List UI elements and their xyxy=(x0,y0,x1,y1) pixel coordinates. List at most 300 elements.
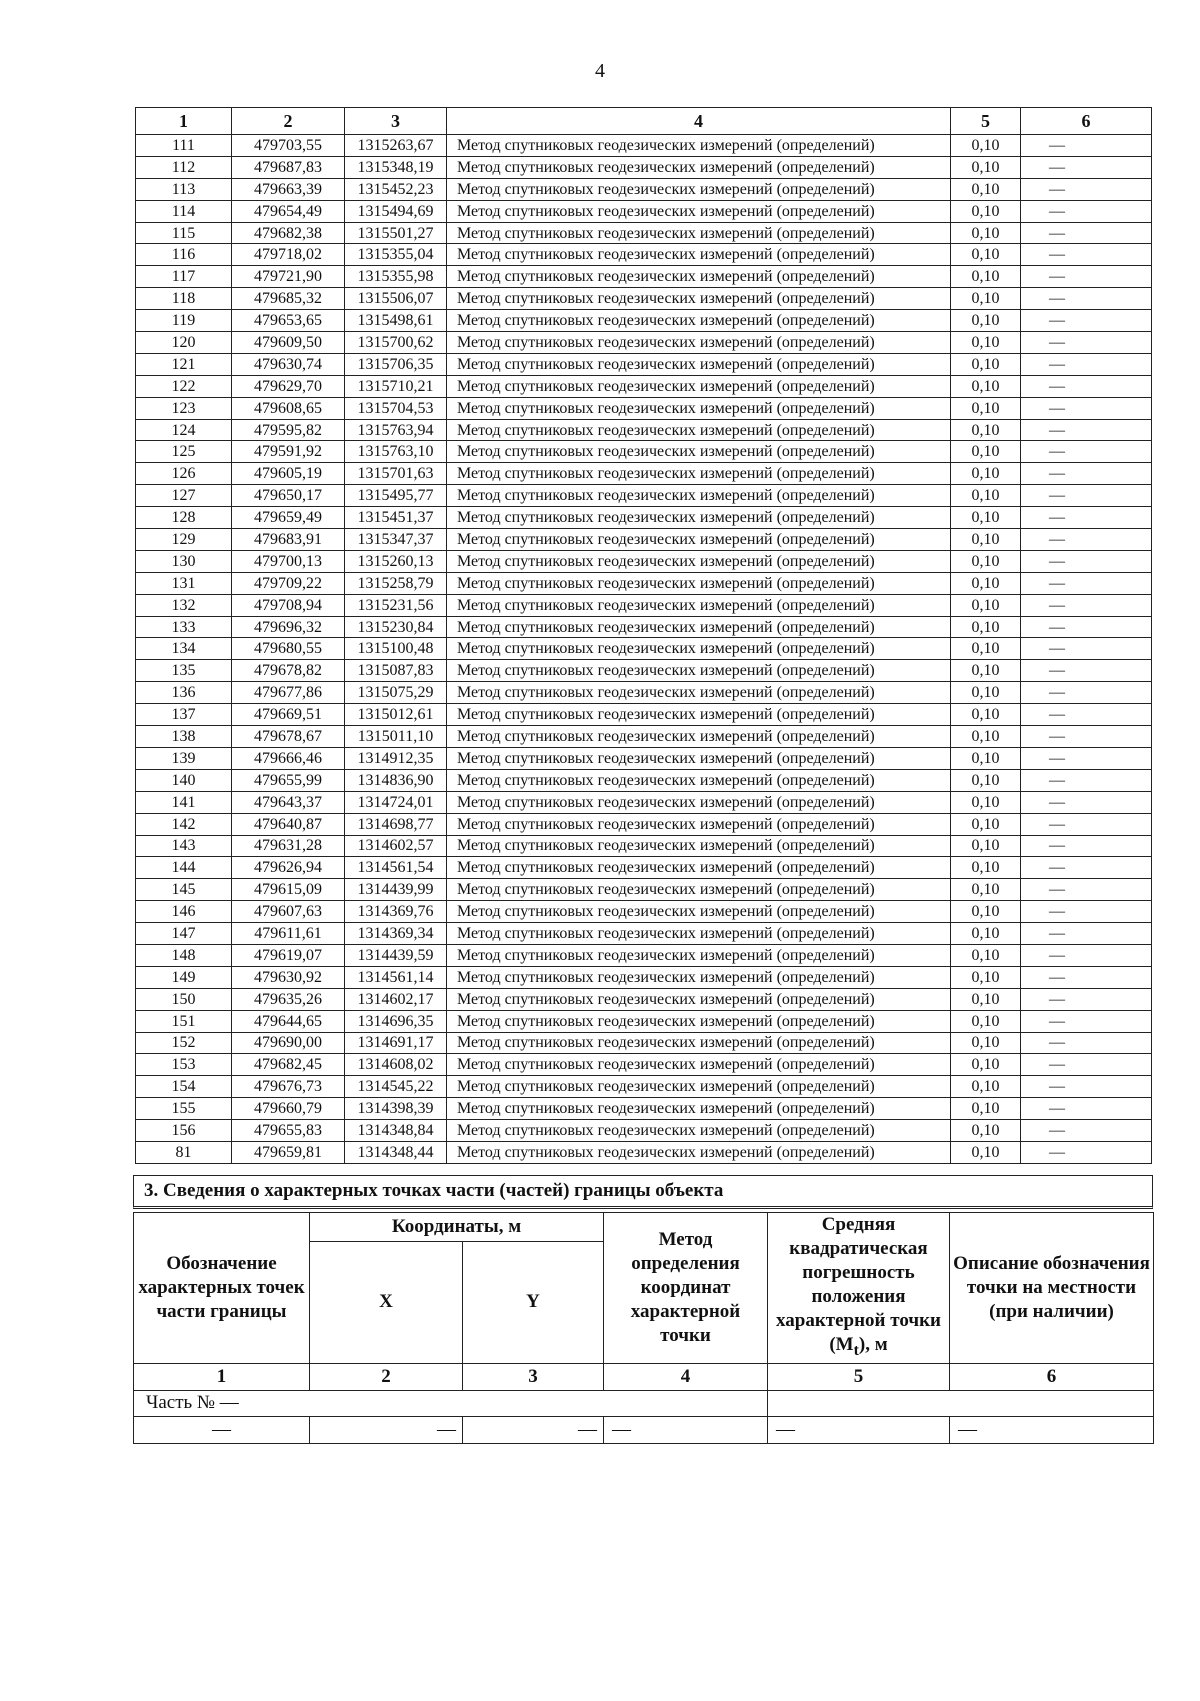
description-cell: — xyxy=(1021,726,1152,748)
coord-y-cell: 1314369,34 xyxy=(345,923,447,945)
method-cell: Метод спутниковых геодезических измерений (определений) xyxy=(447,222,951,244)
description-cell: — xyxy=(1021,156,1152,178)
table-row xyxy=(136,1032,1152,1054)
coord-y-cell: 1315348,19 xyxy=(345,156,447,178)
table-row xyxy=(136,616,1152,638)
coord-y-cell: 1314608,02 xyxy=(345,1054,447,1076)
description-cell: — xyxy=(1021,638,1152,660)
point-number-cell: 131 xyxy=(136,572,232,594)
accuracy-cell: 0,10 xyxy=(951,572,1021,594)
method-cell: Метод спутниковых геодезических измерений (определений) xyxy=(447,463,951,485)
section-3-title: 3. Сведения о характерных точках части (частей) границы объекта xyxy=(133,1175,1153,1209)
coord-x-cell: 479663,39 xyxy=(232,178,345,200)
coord-x-cell: 479605,19 xyxy=(232,463,345,485)
coord-x-cell: 479690,00 xyxy=(232,1032,345,1054)
accuracy-cell: 0,10 xyxy=(951,747,1021,769)
coord-y-cell: 1314439,99 xyxy=(345,879,447,901)
description-cell: — xyxy=(1021,835,1152,857)
table-row xyxy=(136,310,1152,332)
table-row xyxy=(136,704,1152,726)
column-number: 6 xyxy=(1021,108,1152,135)
coord-y-cell: 1314561,54 xyxy=(345,857,447,879)
coord-x-cell: 479591,92 xyxy=(232,441,345,463)
point-number-cell: 138 xyxy=(136,726,232,748)
description-cell: — xyxy=(1021,769,1152,791)
method-cell: Метод спутниковых геодезических измерений (определений) xyxy=(447,747,951,769)
accuracy-cell: 0,10 xyxy=(951,156,1021,178)
point-number-cell: 116 xyxy=(136,244,232,266)
point-number-cell: 114 xyxy=(136,200,232,222)
dash-cell: — xyxy=(463,1416,604,1443)
method-cell: Метод спутниковых геодезических измерений (определений) xyxy=(447,200,951,222)
accuracy-cell: 0,10 xyxy=(951,288,1021,310)
table-row xyxy=(136,244,1152,266)
coord-x-cell: 479609,50 xyxy=(232,332,345,354)
accuracy-cell: 0,10 xyxy=(951,244,1021,266)
accuracy-cell: 0,10 xyxy=(951,594,1021,616)
coord-x-cell: 479615,09 xyxy=(232,879,345,901)
point-number-cell: 119 xyxy=(136,310,232,332)
method-cell: Метод спутниковых геодезических измерений (определений) xyxy=(447,288,951,310)
table-row xyxy=(136,288,1152,310)
point-number-cell: 148 xyxy=(136,944,232,966)
description-cell: — xyxy=(1021,266,1152,288)
table-row xyxy=(136,682,1152,704)
point-number-cell: 127 xyxy=(136,485,232,507)
point-number-cell: 152 xyxy=(136,1032,232,1054)
accuracy-cell: 0,10 xyxy=(951,222,1021,244)
coord-y-cell: 1315506,07 xyxy=(345,288,447,310)
coord-y-cell: 1315501,27 xyxy=(345,222,447,244)
coord-x-cell: 479607,63 xyxy=(232,901,345,923)
description-cell: — xyxy=(1021,944,1152,966)
description-cell: — xyxy=(1021,857,1152,879)
accuracy-cell: 0,10 xyxy=(951,507,1021,529)
method-cell: Метод спутниковых геодезических измерений (определений) xyxy=(447,988,951,1010)
coord-y-cell: 1315498,61 xyxy=(345,310,447,332)
description-cell: — xyxy=(1021,397,1152,419)
accuracy-cell: 0,10 xyxy=(951,944,1021,966)
point-number-cell: 134 xyxy=(136,638,232,660)
coord-y-cell: 1314912,35 xyxy=(345,747,447,769)
method-cell: Метод спутниковых геодезических измерений (определений) xyxy=(447,966,951,988)
coord-x-cell: 479682,45 xyxy=(232,1054,345,1076)
table-row xyxy=(136,835,1152,857)
column-number: 3 xyxy=(345,108,447,135)
table-row xyxy=(136,419,1152,441)
description-cell: — xyxy=(1021,901,1152,923)
table-row xyxy=(136,726,1152,748)
coord-y-cell: 1315763,10 xyxy=(345,441,447,463)
coord-y-cell: 1315452,23 xyxy=(345,178,447,200)
accuracy-cell: 0,10 xyxy=(951,682,1021,704)
coord-y-cell: 1315710,21 xyxy=(345,375,447,397)
coord-x-cell: 479666,46 xyxy=(232,747,345,769)
description-cell: — xyxy=(1021,1076,1152,1098)
method-cell: Метод спутниковых геодезических измерений (определений) xyxy=(447,550,951,572)
description-cell: — xyxy=(1021,550,1152,572)
accuracy-cell: 0,10 xyxy=(951,857,1021,879)
coord-y-cell: 1315494,69 xyxy=(345,200,447,222)
method-cell: Метод спутниковых геодезических измерений (определений) xyxy=(447,857,951,879)
header-y: Y xyxy=(463,1242,604,1364)
coord-x-cell: 479630,74 xyxy=(232,353,345,375)
method-cell: Метод спутниковых геодезических измерений (определений) xyxy=(447,1076,951,1098)
coord-x-cell: 479685,32 xyxy=(232,288,345,310)
coord-y-cell: 1315355,04 xyxy=(345,244,447,266)
accuracy-cell: 0,10 xyxy=(951,1141,1021,1163)
coord-x-cell: 479655,83 xyxy=(232,1120,345,1142)
table-row xyxy=(136,156,1152,178)
accuracy-cell: 0,10 xyxy=(951,441,1021,463)
point-number-cell: 118 xyxy=(136,288,232,310)
accuracy-cell: 0,10 xyxy=(951,353,1021,375)
accuracy-cell: 0,10 xyxy=(951,813,1021,835)
accuracy-cell: 0,10 xyxy=(951,332,1021,354)
description-cell: — xyxy=(1021,485,1152,507)
boundary-points-table xyxy=(135,107,1152,1164)
description-cell: — xyxy=(1021,682,1152,704)
description-cell: — xyxy=(1021,1010,1152,1032)
description-cell: — xyxy=(1021,879,1152,901)
point-number-cell: 136 xyxy=(136,682,232,704)
method-cell: Метод спутниковых геодезических измерений (определений) xyxy=(447,266,951,288)
coord-y-cell: 1315700,62 xyxy=(345,332,447,354)
description-cell: — xyxy=(1021,200,1152,222)
table-row xyxy=(136,1098,1152,1120)
coord-x-cell: 479680,55 xyxy=(232,638,345,660)
table-row xyxy=(136,638,1152,660)
coord-x-cell: 479650,17 xyxy=(232,485,345,507)
point-number-cell: 146 xyxy=(136,901,232,923)
coord-x-cell: 479708,94 xyxy=(232,594,345,616)
coord-x-cell: 479644,65 xyxy=(232,1010,345,1032)
accuracy-cell: 0,10 xyxy=(951,791,1021,813)
coord-y-cell: 1314348,84 xyxy=(345,1120,447,1142)
table-row xyxy=(136,988,1152,1010)
dash-cell: — xyxy=(950,1416,1154,1443)
table-row xyxy=(136,769,1152,791)
coord-x-cell: 479709,22 xyxy=(232,572,345,594)
coord-y-cell: 1315347,37 xyxy=(345,529,447,551)
accuracy-cell: 0,10 xyxy=(951,375,1021,397)
accuracy-cell: 0,10 xyxy=(951,1098,1021,1120)
coord-x-cell: 479660,79 xyxy=(232,1098,345,1120)
accuracy-cell: 0,10 xyxy=(951,638,1021,660)
method-cell: Метод спутниковых геодезических измерений (определений) xyxy=(447,616,951,638)
coord-y-cell: 1315260,13 xyxy=(345,550,447,572)
coord-y-cell: 1314836,90 xyxy=(345,769,447,791)
point-number-cell: 153 xyxy=(136,1054,232,1076)
accuracy-cell: 0,10 xyxy=(951,616,1021,638)
point-number-cell: 150 xyxy=(136,988,232,1010)
coord-y-cell: 1315230,84 xyxy=(345,616,447,638)
coord-y-cell: 1314602,17 xyxy=(345,988,447,1010)
description-cell: — xyxy=(1021,332,1152,354)
coord-x-cell: 479678,67 xyxy=(232,726,345,748)
accuracy-cell: 0,10 xyxy=(951,879,1021,901)
description-cell: — xyxy=(1021,1032,1152,1054)
coord-x-cell: 479611,61 xyxy=(232,923,345,945)
point-number-cell: 149 xyxy=(136,966,232,988)
point-number-cell: 143 xyxy=(136,835,232,857)
coord-y-cell: 1315495,77 xyxy=(345,485,447,507)
point-number-cell: 120 xyxy=(136,332,232,354)
table-row xyxy=(136,529,1152,551)
point-number-cell: 156 xyxy=(136,1120,232,1142)
table-row xyxy=(136,441,1152,463)
coord-y-cell: 1315263,67 xyxy=(345,135,447,157)
table-row xyxy=(136,485,1152,507)
method-cell: Метод спутниковых геодезических измерений (определений) xyxy=(447,835,951,857)
method-cell: Метод спутниковых геодезических измерений (определений) xyxy=(447,397,951,419)
coord-y-cell: 1315355,98 xyxy=(345,266,447,288)
table-row xyxy=(136,901,1152,923)
method-cell: Метод спутниковых геодезических измерений (определений) xyxy=(447,879,951,901)
description-cell: — xyxy=(1021,966,1152,988)
table-row xyxy=(136,178,1152,200)
header-coordinates: Координаты, м xyxy=(310,1213,604,1242)
table-row xyxy=(136,463,1152,485)
point-number-cell: 125 xyxy=(136,441,232,463)
method-cell: Метод спутниковых геодезических измерений (определений) xyxy=(447,572,951,594)
description-cell: — xyxy=(1021,288,1152,310)
method-cell: Метод спутниковых геодезических измерений (определений) xyxy=(447,441,951,463)
table-row xyxy=(136,375,1152,397)
point-number-cell: 147 xyxy=(136,923,232,945)
coord-y-cell: 1314696,35 xyxy=(345,1010,447,1032)
coord-x-cell: 479630,92 xyxy=(232,966,345,988)
point-number-cell: 123 xyxy=(136,397,232,419)
coord-x-cell: 479659,81 xyxy=(232,1141,345,1163)
coord-x-cell: 479678,82 xyxy=(232,660,345,682)
description-cell: — xyxy=(1021,375,1152,397)
column-number: 2 xyxy=(232,108,345,135)
accuracy-cell: 0,10 xyxy=(951,550,1021,572)
point-number-cell: 121 xyxy=(136,353,232,375)
method-cell: Метод спутниковых геодезических измерений (определений) xyxy=(447,419,951,441)
accuracy-cell: 0,10 xyxy=(951,1054,1021,1076)
method-cell: Метод спутниковых геодезических измерений (определений) xyxy=(447,507,951,529)
description-cell: — xyxy=(1021,923,1152,945)
accuracy-cell: 0,10 xyxy=(951,485,1021,507)
description-cell: — xyxy=(1021,813,1152,835)
description-cell: — xyxy=(1021,353,1152,375)
method-cell: Метод спутниковых геодезических измерений (определений) xyxy=(447,485,951,507)
method-cell: Метод спутниковых геодезических измерений (определений) xyxy=(447,375,951,397)
table-row xyxy=(136,266,1152,288)
point-number-cell: 112 xyxy=(136,156,232,178)
table-row xyxy=(136,507,1152,529)
table-row xyxy=(136,813,1152,835)
table-row xyxy=(136,1141,1152,1163)
coord-x-cell: 479687,83 xyxy=(232,156,345,178)
point-number-cell: 142 xyxy=(136,813,232,835)
accuracy-cell: 0,10 xyxy=(951,988,1021,1010)
table-row xyxy=(136,879,1152,901)
point-number-cell: 115 xyxy=(136,222,232,244)
coord-y-cell: 1314545,22 xyxy=(345,1076,447,1098)
description-cell: — xyxy=(1021,594,1152,616)
coord-x-cell: 479640,87 xyxy=(232,813,345,835)
description-cell: — xyxy=(1021,791,1152,813)
point-number-cell: 137 xyxy=(136,704,232,726)
column-number: 5 xyxy=(951,108,1021,135)
description-cell: — xyxy=(1021,660,1152,682)
dash-cell: — xyxy=(134,1416,310,1443)
description-cell: — xyxy=(1021,988,1152,1010)
table-row xyxy=(136,1120,1152,1142)
coord-y-cell: 1314348,44 xyxy=(345,1141,447,1163)
method-cell: Метод спутниковых геодезических измерений (определений) xyxy=(447,529,951,551)
point-number-cell: 135 xyxy=(136,660,232,682)
coord-x-cell: 479659,49 xyxy=(232,507,345,529)
point-number-cell: 126 xyxy=(136,463,232,485)
table-row xyxy=(136,572,1152,594)
column-number: 6 xyxy=(950,1363,1154,1390)
point-number-cell: 144 xyxy=(136,857,232,879)
coord-x-cell: 479595,82 xyxy=(232,419,345,441)
description-cell: — xyxy=(1021,507,1152,529)
accuracy-cell: 0,10 xyxy=(951,1076,1021,1098)
header-designation: Обозначение характерных точек части границы xyxy=(134,1213,310,1364)
method-cell: Метод спутниковых геодезических измерений (определений) xyxy=(447,178,951,200)
accuracy-cell: 0,10 xyxy=(951,835,1021,857)
accuracy-cell: 0,10 xyxy=(951,923,1021,945)
description-cell: — xyxy=(1021,529,1152,551)
description-cell: — xyxy=(1021,463,1152,485)
description-cell: — xyxy=(1021,616,1152,638)
description-cell: — xyxy=(1021,747,1152,769)
accuracy-cell: 0,10 xyxy=(951,966,1021,988)
coord-y-cell: 1314691,17 xyxy=(345,1032,447,1054)
point-number-cell: 122 xyxy=(136,375,232,397)
point-number-cell: 141 xyxy=(136,791,232,813)
description-cell: — xyxy=(1021,441,1152,463)
description-cell: — xyxy=(1021,310,1152,332)
description-cell: — xyxy=(1021,1141,1152,1163)
coord-x-cell: 479669,51 xyxy=(232,704,345,726)
coord-y-cell: 1315100,48 xyxy=(345,638,447,660)
coord-y-cell: 1314561,14 xyxy=(345,966,447,988)
coord-x-cell: 479696,32 xyxy=(232,616,345,638)
part-label-empty xyxy=(768,1390,1154,1416)
table-row xyxy=(136,332,1152,354)
dash-cell: — xyxy=(768,1416,950,1443)
coord-x-cell: 479626,94 xyxy=(232,857,345,879)
coord-y-cell: 1315701,63 xyxy=(345,463,447,485)
accuracy-cell: 0,10 xyxy=(951,660,1021,682)
coord-x-cell: 479635,26 xyxy=(232,988,345,1010)
accuracy-cell: 0,10 xyxy=(951,397,1021,419)
method-cell: Метод спутниковых геодезических измерений (определений) xyxy=(447,156,951,178)
coord-x-cell: 479655,99 xyxy=(232,769,345,791)
coord-x-cell: 479676,73 xyxy=(232,1076,345,1098)
method-cell: Метод спутниковых геодезических измерений (определений) xyxy=(447,332,951,354)
accuracy-cell: 0,10 xyxy=(951,1010,1021,1032)
accuracy-cell: 0,10 xyxy=(951,310,1021,332)
point-number-cell: 140 xyxy=(136,769,232,791)
accuracy-cell: 0,10 xyxy=(951,726,1021,748)
method-cell: Метод спутниковых геодезических измерений (определений) xyxy=(447,1141,951,1163)
header-description: Описание обозначения точки на местности (при наличии) xyxy=(950,1213,1154,1364)
table-row xyxy=(136,966,1152,988)
method-cell: Метод спутниковых геодезических измерений (определений) xyxy=(447,682,951,704)
point-number-cell: 128 xyxy=(136,507,232,529)
coord-x-cell: 479631,28 xyxy=(232,835,345,857)
coord-y-cell: 1315087,83 xyxy=(345,660,447,682)
table-row xyxy=(136,857,1152,879)
coord-y-cell: 1315011,10 xyxy=(345,726,447,748)
table-row xyxy=(136,923,1152,945)
coord-y-cell: 1314724,01 xyxy=(345,791,447,813)
part-boundary-points-table xyxy=(133,1212,1154,1444)
header-method: Метод определения координат характерной точки xyxy=(604,1213,768,1364)
point-number-cell: 117 xyxy=(136,266,232,288)
point-number-cell: 113 xyxy=(136,178,232,200)
accuracy-cell: 0,10 xyxy=(951,1032,1021,1054)
coord-y-cell: 1314369,76 xyxy=(345,901,447,923)
coord-y-cell: 1314602,57 xyxy=(345,835,447,857)
coord-x-cell: 479700,13 xyxy=(232,550,345,572)
point-number-cell: 132 xyxy=(136,594,232,616)
accuracy-cell: 0,10 xyxy=(951,200,1021,222)
coord-x-cell: 479703,55 xyxy=(232,135,345,157)
method-cell: Метод спутниковых геодезических измерений (определений) xyxy=(447,901,951,923)
coord-x-cell: 479629,70 xyxy=(232,375,345,397)
method-cell: Метод спутниковых геодезических измерений (определений) xyxy=(447,704,951,726)
coord-x-cell: 479619,07 xyxy=(232,944,345,966)
coord-y-cell: 1314698,77 xyxy=(345,813,447,835)
coord-y-cell: 1315231,56 xyxy=(345,594,447,616)
description-cell: — xyxy=(1021,1054,1152,1076)
table-header-row xyxy=(136,108,1152,135)
table-row xyxy=(136,747,1152,769)
page-number: 4 xyxy=(595,60,605,82)
method-cell: Метод спутниковых геодезических измерений (определений) xyxy=(447,135,951,157)
header-error-tail: ), м xyxy=(858,1334,888,1355)
point-number-cell: 111 xyxy=(136,135,232,157)
description-cell: — xyxy=(1021,1120,1152,1142)
column-number: 3 xyxy=(463,1363,604,1390)
table-row xyxy=(136,222,1152,244)
point-number-cell: 151 xyxy=(136,1010,232,1032)
method-cell: Метод спутниковых геодезических измерений (определений) xyxy=(447,791,951,813)
method-cell: Метод спутниковых геодезических измерений (определений) xyxy=(447,638,951,660)
accuracy-cell: 0,10 xyxy=(951,769,1021,791)
coord-y-cell: 1314398,39 xyxy=(345,1098,447,1120)
accuracy-cell: 0,10 xyxy=(951,419,1021,441)
table-row xyxy=(136,1076,1152,1098)
method-cell: Метод спутниковых геодезических измерений (определений) xyxy=(447,1120,951,1142)
point-number-cell: 155 xyxy=(136,1098,232,1120)
point-number-cell: 124 xyxy=(136,419,232,441)
accuracy-cell: 0,10 xyxy=(951,135,1021,157)
method-cell: Метод спутниковых геодезических измерений (определений) xyxy=(447,726,951,748)
coord-x-cell: 479654,49 xyxy=(232,200,345,222)
method-cell: Метод спутниковых геодезических измерений (определений) xyxy=(447,769,951,791)
method-cell: Метод спутниковых геодезических измерений (определений) xyxy=(447,310,951,332)
method-cell: Метод спутниковых геодезических измерений (определений) xyxy=(447,923,951,945)
table-row xyxy=(136,660,1152,682)
table-row xyxy=(136,397,1152,419)
coord-y-cell: 1315704,53 xyxy=(345,397,447,419)
column-number: 2 xyxy=(310,1363,463,1390)
description-cell: — xyxy=(1021,222,1152,244)
method-cell: Метод спутниковых геодезических измерений (определений) xyxy=(447,660,951,682)
method-cell: Метод спутниковых геодезических измерений (определений) xyxy=(447,1032,951,1054)
table-row xyxy=(136,200,1152,222)
